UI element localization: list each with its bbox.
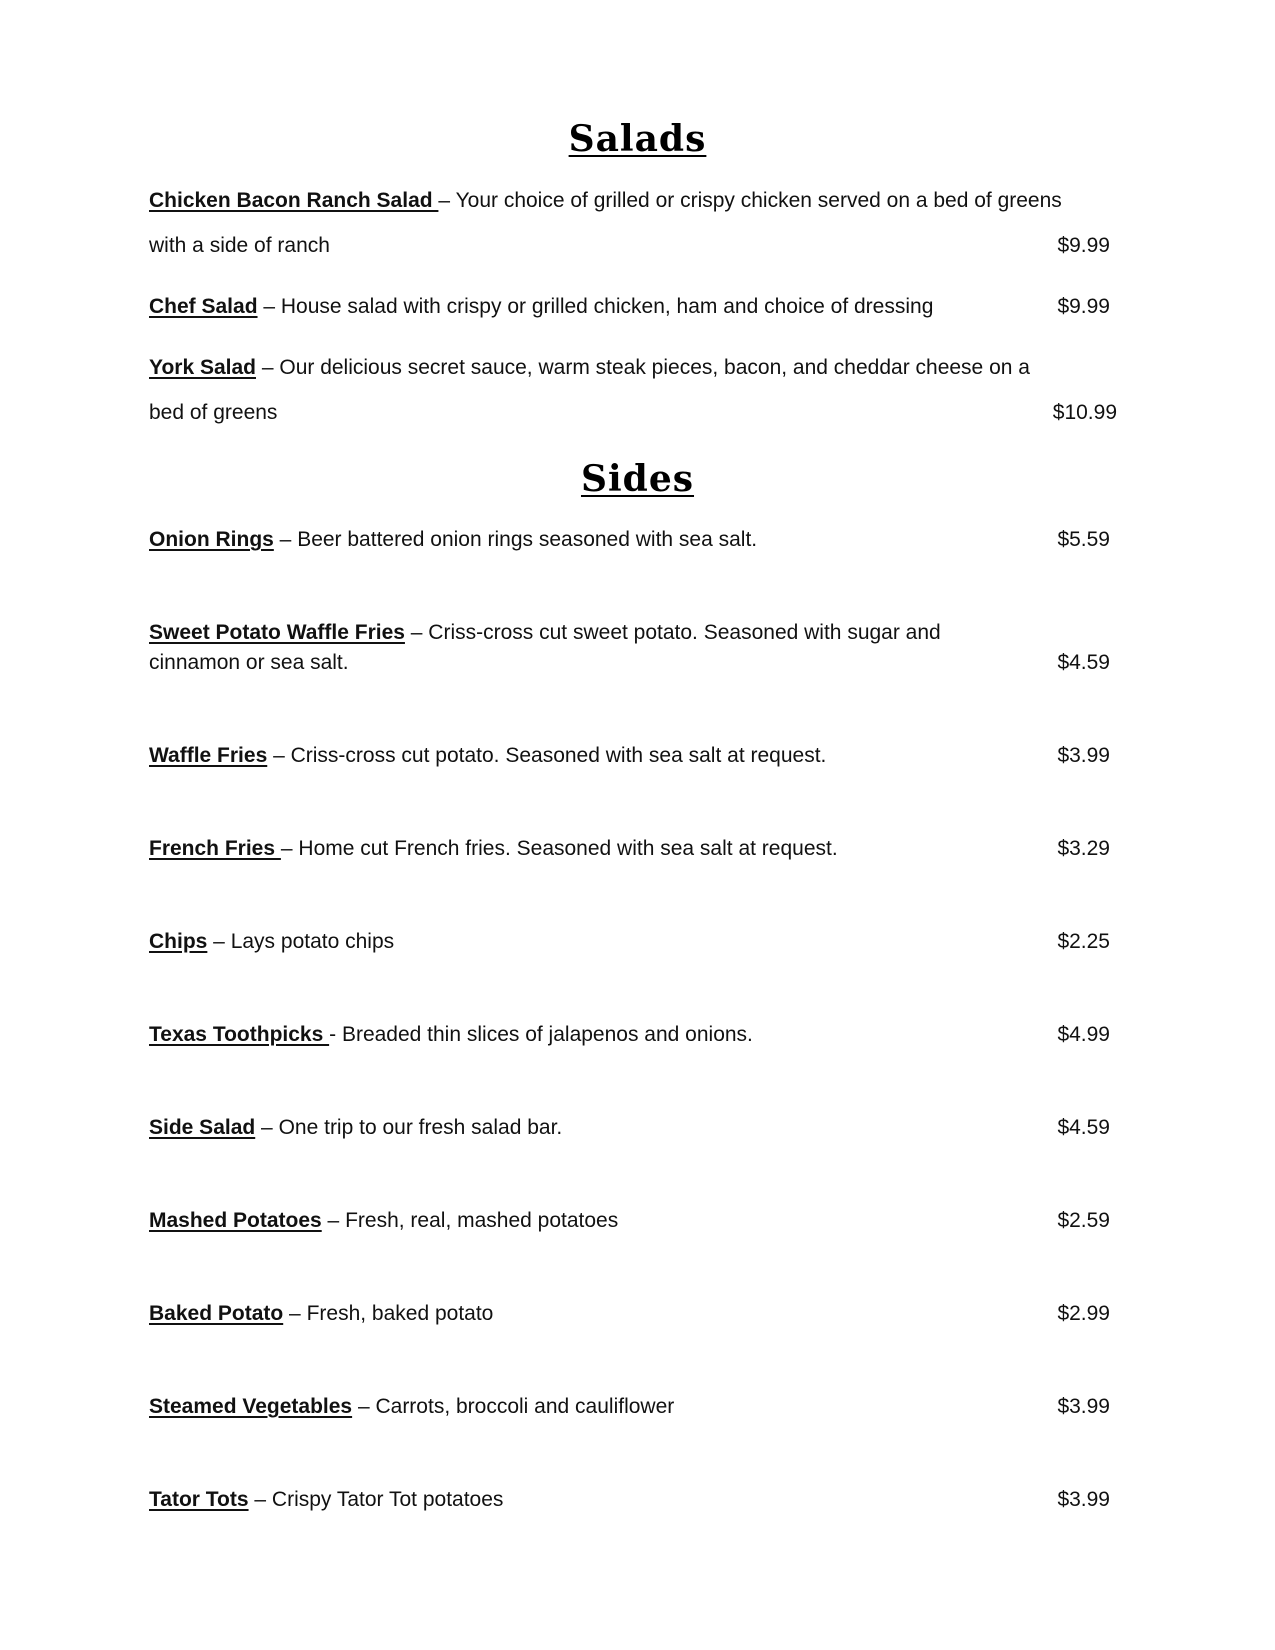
item-price: $9.99: [1057, 295, 1110, 318]
item-name: Chips: [149, 930, 208, 953]
item-separator: –: [273, 528, 298, 551]
menu-item-french-fries: [149, 836, 838, 862]
menu-item-york-salad: [149, 355, 1030, 381]
item-separator: –: [257, 295, 281, 318]
menu-item-mashed-potatoes: [149, 1208, 618, 1234]
item-separator: –: [321, 1209, 346, 1232]
item-description: Our delicious secret sauce, warm steak pieces, bacon, and cheddar cheese on a: [279, 356, 1030, 379]
menu-item-side-salad: [149, 1115, 562, 1141]
item-price: $2.25: [1057, 930, 1110, 953]
item-description: Carrots, broccoli and cauliflower: [375, 1395, 675, 1418]
item-description: Home cut French fries. Seasoned with sea salt at request.: [298, 837, 838, 860]
menu-item-chips: [149, 929, 394, 955]
item-price: $2.99: [1057, 1302, 1110, 1325]
menu-item-chef-salad: [149, 294, 933, 320]
item-description: Crispy Tator Tot potatoes: [271, 1488, 504, 1511]
salads-heading: Salads: [568, 118, 707, 160]
item-price: $3.99: [1057, 1395, 1110, 1418]
item-separator: –: [255, 1116, 279, 1139]
item-price: $4.59: [1057, 1116, 1110, 1139]
item-separator: –: [438, 189, 456, 212]
item-separator: –: [248, 1488, 272, 1511]
item-name: York Salad: [149, 356, 256, 379]
item-price: $5.59: [1057, 528, 1110, 551]
item-description: Lays potato chips: [230, 930, 395, 953]
item-description: Your choice of grilled or crispy chicken served on a bed of greens: [455, 189, 1062, 212]
item-separator: -: [329, 1023, 342, 1046]
item-name: Baked Potato: [149, 1302, 284, 1325]
item-description: Breaded thin slices of jalapenos and onions.: [341, 1023, 753, 1046]
item-name: Onion Rings: [149, 528, 274, 551]
item-separator: –: [404, 621, 429, 644]
item-price: $4.59: [1057, 651, 1110, 674]
item-price: $3.99: [1057, 744, 1110, 767]
item-name: Side Salad: [149, 1116, 256, 1139]
item-name: Sweet Potato Waffle Fries: [149, 621, 405, 644]
item-description-continued: with a side of ranch: [149, 234, 330, 257]
item-name: Chicken Bacon Ranch Salad: [149, 189, 439, 212]
item-price: $2.59: [1057, 1209, 1110, 1232]
item-separator: –: [280, 837, 299, 860]
menu-item-onion-rings: [149, 527, 757, 553]
menu-item-steamed-vegetables: [149, 1394, 674, 1420]
item-description: Fresh, real, mashed potatoes: [345, 1209, 619, 1232]
item-name: Waffle Fries: [149, 744, 268, 767]
item-description: House salad with crispy or grilled chicken, ham and choice of dressing: [280, 295, 934, 318]
item-price: $3.29: [1057, 837, 1110, 860]
menu-item-baked-potato: [149, 1301, 493, 1327]
item-price: $10.99: [1052, 401, 1117, 424]
menu-item-chicken-bacon-ranch-salad: [149, 188, 1062, 214]
item-description: Fresh, baked potato: [306, 1302, 494, 1325]
sides-heading: Sides: [580, 458, 695, 500]
item-description-continued: cinnamon or sea salt.: [149, 651, 349, 674]
menu-item-waffle-fries: [149, 743, 826, 769]
item-separator: –: [352, 1395, 376, 1418]
item-name: Texas Toothpicks: [149, 1023, 330, 1046]
item-description: Criss-cross cut sweet potato. Seasoned with sugar and: [428, 621, 941, 644]
item-description: One trip to our fresh salad bar.: [278, 1116, 563, 1139]
item-description: Criss-cross cut potato. Seasoned with sea salt at request.: [290, 744, 827, 767]
item-name: Mashed Potatoes: [149, 1209, 322, 1232]
menu-item-texas-toothpicks: [149, 1022, 753, 1048]
item-price: $4.99: [1057, 1023, 1110, 1046]
item-name: Steamed Vegetables: [149, 1395, 353, 1418]
item-separator: –: [207, 930, 231, 953]
item-name: Tator Tots: [149, 1488, 249, 1511]
item-name: French Fries: [149, 837, 281, 860]
item-description: Beer battered onion rings seasoned with sea salt.: [297, 528, 758, 551]
menu-item-tator-tots: [149, 1487, 503, 1513]
item-separator: –: [256, 356, 280, 379]
item-price: $9.99: [1057, 234, 1110, 257]
item-description-continued: bed of greens: [149, 401, 278, 424]
menu-item-sweet-potato-waffle-fries: [149, 620, 941, 646]
item-name: Chef Salad: [149, 295, 258, 318]
item-separator: –: [267, 744, 291, 767]
item-price: $3.99: [1057, 1488, 1110, 1511]
item-separator: –: [283, 1302, 307, 1325]
